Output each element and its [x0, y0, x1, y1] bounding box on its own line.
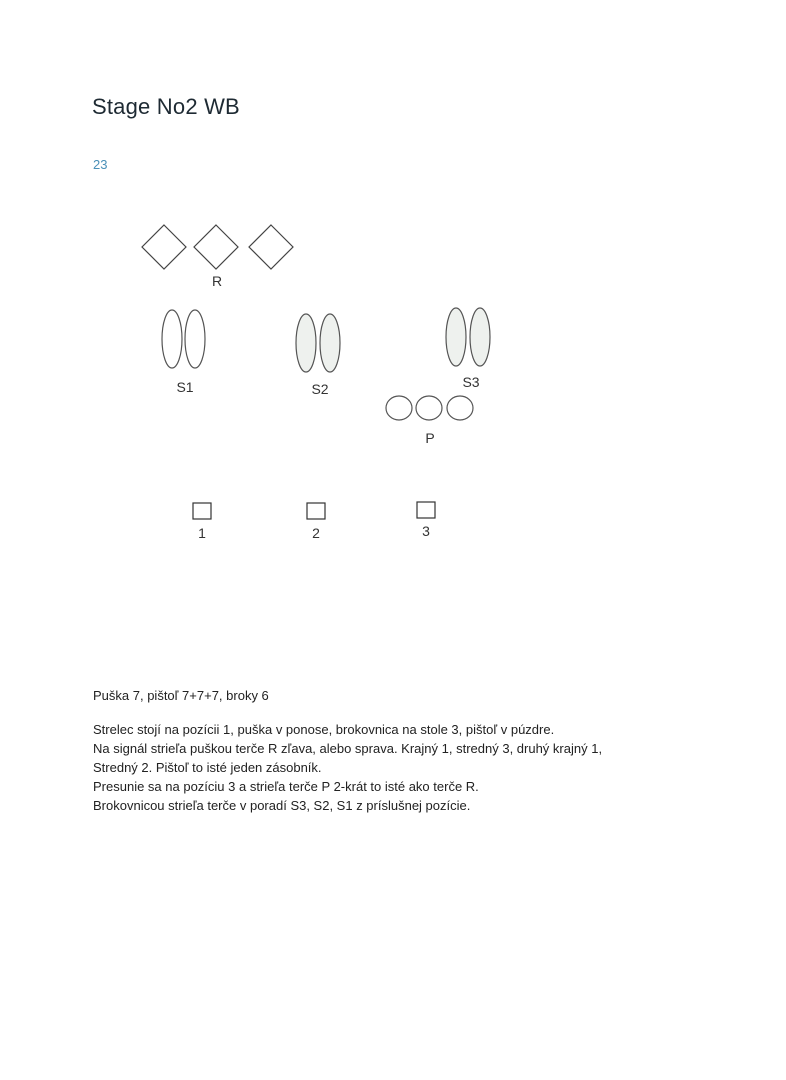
shotgun-target-s3-right	[470, 308, 490, 366]
rifle-target-3	[249, 225, 293, 269]
pistol-target-3	[447, 396, 473, 420]
stage-instructions	[93, 720, 713, 815]
instruction-line: Brokovnicou strieľa terče v poradí S3, S2, S1 z príslušnej pozície.	[93, 798, 471, 813]
shotgun-target-s2-left	[296, 314, 316, 372]
shotgun-label-s2: S2	[311, 381, 329, 397]
pistol-target-2	[416, 396, 442, 420]
position-1-label: 1	[198, 525, 206, 541]
shotgun-label-s1: S1	[176, 379, 194, 395]
position-2-box	[307, 503, 325, 519]
shotgun-target-s1-right	[185, 310, 205, 368]
pistol-targets-label: P	[425, 430, 435, 446]
instruction-line: Stredný 2. Pištoľ to isté jeden zásobník.	[93, 760, 322, 775]
pistol-target-1	[386, 396, 412, 420]
shotgun-label-s3: S3	[462, 374, 480, 390]
position-1-box	[193, 503, 211, 519]
equipment-summary: Puška 7, pištoľ 7+7+7, broky 6	[93, 688, 269, 703]
shotgun-target-s1-left	[162, 310, 182, 368]
position-3-box	[417, 502, 435, 518]
shotgun-target-s3-left	[446, 308, 466, 366]
position-2-label: 2	[312, 525, 320, 541]
instruction-line: Strelec stojí na pozícii 1, puška v ponose, brokovnica na stole 3, pištoľ v púzdre.	[93, 722, 555, 737]
page-title: Stage No2 WB	[92, 94, 240, 119]
shotgun-target-s2-right	[320, 314, 340, 372]
instruction-line: Presunie sa na pozíciu 3 a strieľa terče P 2-krát to isté ako terče R.	[93, 779, 479, 794]
instruction-line: Na signál strieľa puškou terče R zľava, alebo sprava. Krajný 1, stredný 3, druhý krajný 1,	[93, 741, 603, 756]
position-3-label: 3	[422, 523, 430, 539]
page-number: 23	[93, 157, 108, 172]
rifle-targets-label: R	[211, 273, 223, 289]
rifle-target-1	[142, 225, 186, 269]
rifle-target-2	[194, 225, 238, 269]
